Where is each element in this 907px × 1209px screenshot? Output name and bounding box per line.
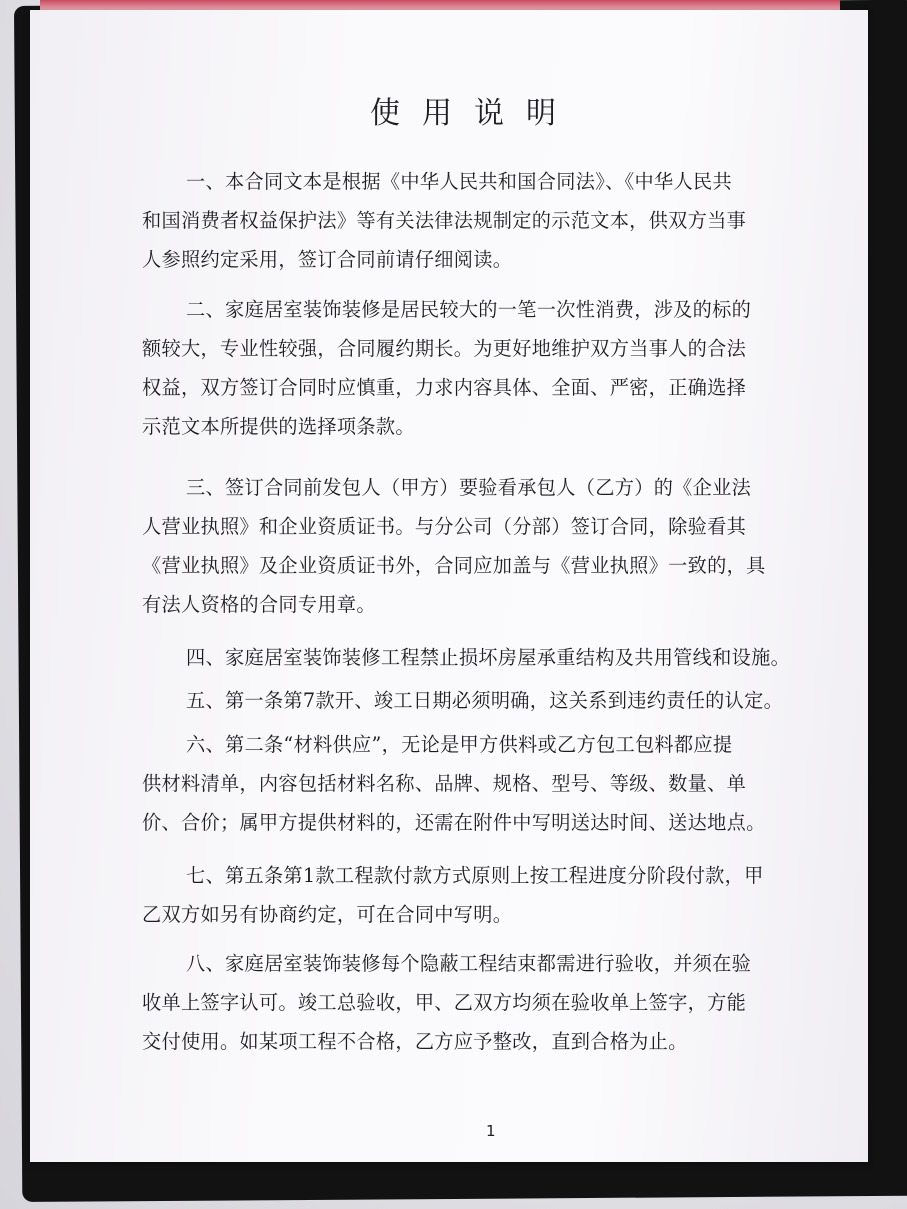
text-line: 乙双方如另有协商约定，可在合同中写明。 [142, 903, 513, 926]
document-page [30, 10, 868, 1162]
text-line: 一、本合同文本是根据《中华人民共和国合同法》、《中华人民共 [186, 170, 732, 193]
text-line: 五、第一条第7款开、竣工日期必须明确，这关系到违约责任的认定。 [186, 689, 784, 712]
text-line: 六、第二条“材料供应”，无论是甲方供料或乙方包工包料都应提 [186, 733, 733, 756]
text-line: 交付使用。如某项工程不合格，乙方应予整改，直到合格为止。 [142, 1030, 688, 1053]
page-number: 1 [486, 1122, 496, 1140]
text-line: 四、家庭居室装饰装修工程禁止损坏房屋承重结构及共用管线和设施。 [186, 646, 791, 669]
paragraph-7 [142, 856, 822, 934]
paragraph-2 [142, 290, 822, 446]
cover-edge-stripe [40, 0, 840, 10]
text-line: 人参照约定采用，签订合同前请仔细阅读。 [142, 248, 513, 271]
text-line: 供材料清单，内容包括材料名称、品牌、规格、型号、等级、数量、单 [142, 772, 747, 795]
text-line: 权益，双方签订合同时应慎重，力求内容具体、全面、严密，正确选择 [142, 376, 747, 399]
text-line: 七、第五条第1款工程款付款方式原则上按工程进度分阶段付款，甲 [186, 864, 764, 887]
text-line: 有法人资格的合同专用章。 [142, 593, 376, 616]
text-line: 价、合价；属甲方提供材料的，还需在附件中写明送达时间、送达地点。 [142, 811, 766, 834]
paragraph-1 [142, 162, 822, 279]
text-line: 《营业执照》及企业资质证书外，合同应加盖与《营业执照》一致的，具 [142, 554, 766, 577]
paragraph-6 [142, 725, 822, 842]
text-line: 和国消费者权益保护法》等有关法律法规制定的示范文本，供双方当事 [142, 209, 747, 232]
text-line: 人营业执照》和企业资质证书。与分公司（分部）签订合同，除验看其 [142, 515, 747, 538]
text-line: 八、家庭居室装饰装修每个隐蔽工程结束都需进行验收，并须在验 [186, 952, 752, 975]
paragraph-5 [142, 681, 822, 720]
text-line: 收单上签字认可。竣工总验收，甲、乙双方均须在验收单上签字，方能 [142, 991, 747, 1014]
text-line: 三、签订合同前发包人（甲方）要验看承包人（乙方）的《企业法 [186, 476, 752, 499]
text-line: 二、家庭居室装饰装修是居民较大的一笔一次性消费，涉及的标的 [186, 298, 752, 321]
text-line: 额较大，专业性较强，合同履约期长。为更好地维护双方当事人的合法 [142, 337, 747, 360]
text-line: 示范文本所提供的选择项条款。 [142, 415, 415, 438]
paragraph-4 [142, 638, 822, 677]
paragraph-8 [142, 944, 822, 1061]
page-title: 使用说明 [370, 96, 578, 131]
paragraph-3 [142, 468, 822, 624]
